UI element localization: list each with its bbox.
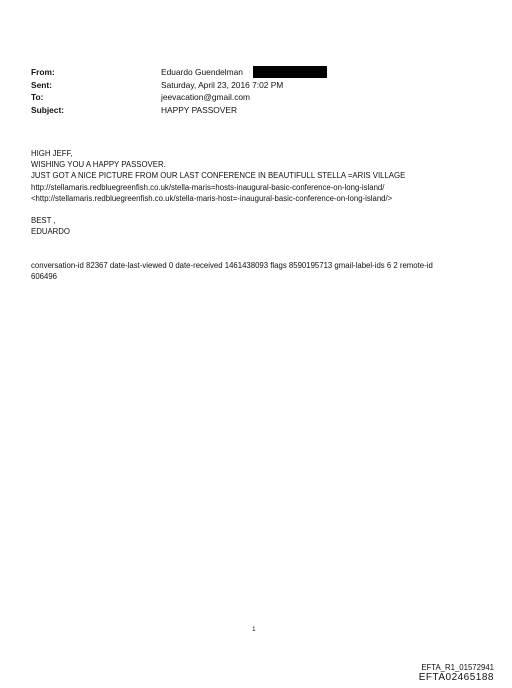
body-line: WISHING YOU A HAPPY PASSOVER. <box>31 160 166 170</box>
email-header <box>31 66 471 116</box>
redaction-box <box>253 66 327 78</box>
sent-value: Saturday, April 23, 2016 7:02 PM <box>161 79 284 90</box>
metadata-line: conversation-id 82367 date-last-viewed 0 date-received 1461438093 flags 8590195713 gmail-label-ids 6 2 remote-id <box>31 261 433 270</box>
signoff-line: BEST , <box>31 215 56 225</box>
signoff-name: EDUARDO <box>31 227 70 237</box>
subject-value: HAPPY PASSOVER <box>161 104 238 115</box>
subject-label: Subject: <box>31 104 65 115</box>
to-label: To: <box>31 92 44 102</box>
bates-stamp-large: EFTA02465188 <box>418 672 494 683</box>
body-line: JUST GOT A NICE PICTURE FROM OUR LAST CONFERENCE IN BEAUTIFULL STELLA =ARIS VILLAGE <box>31 171 406 181</box>
body-link[interactable]: http://stellamaris.redbluegreenfish.co.uk/stella-maris=hosts-inaugural-basic-conference-on-long-island/ <box>31 182 385 192</box>
to-value: jeevacation@gmail.com <box>161 92 251 102</box>
page-number: 1 <box>252 626 256 633</box>
subject-row <box>31 104 471 117</box>
bates-stamp-small: EFTA_R1_01572941 <box>421 663 494 672</box>
to-row <box>31 91 471 104</box>
spacer <box>31 204 491 215</box>
sent-row <box>31 79 471 92</box>
body-greeting: HIGH JEFF, <box>31 149 73 158</box>
from-name: Eduardo Guendelman <box>161 67 243 77</box>
metadata-block <box>31 260 501 282</box>
body-link[interactable]: <http://stellamaris.redbluegreenfish.co.uk/stella-maris-host=-inaugural-basic-conference-on-long-island/> <box>31 193 393 203</box>
from-value <box>161 66 243 79</box>
metadata-line: 606496 <box>31 272 58 282</box>
sent-label: Sent: <box>31 79 52 90</box>
email-body <box>31 148 491 237</box>
from-row <box>31 66 471 79</box>
from-label: From: <box>31 67 55 77</box>
